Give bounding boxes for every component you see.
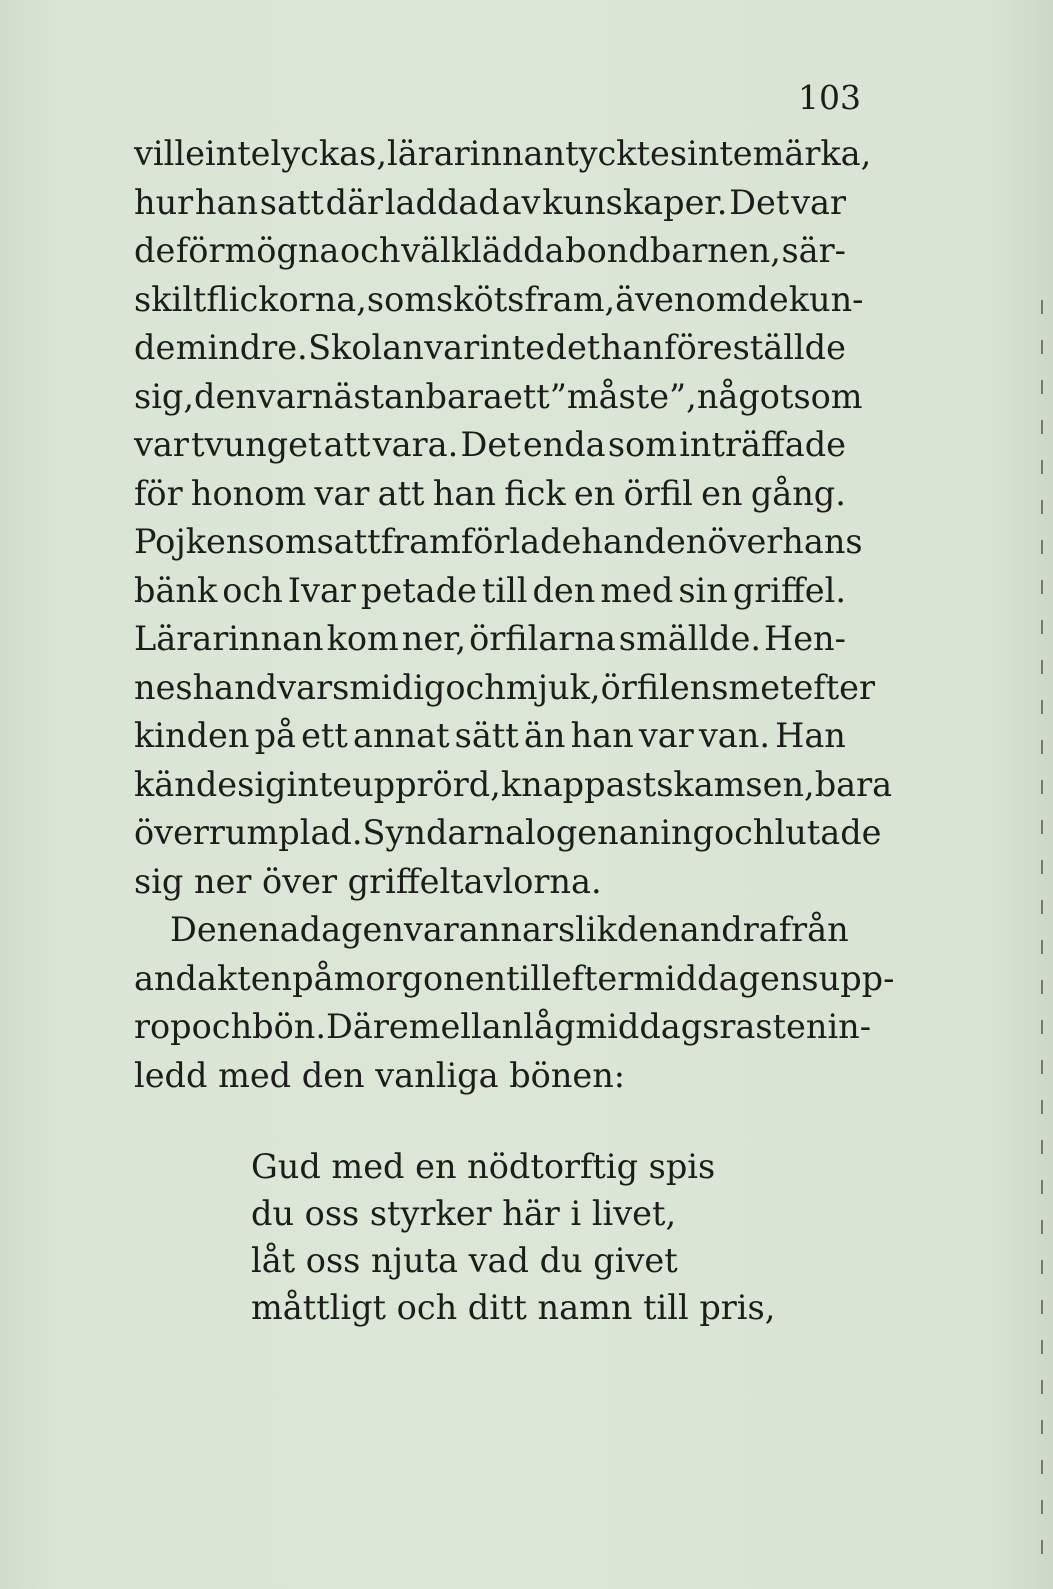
paragraph-2 xyxy=(134,906,895,1100)
text-line: sig ner över griffeltavlorna. xyxy=(134,861,602,901)
text-line: ville inte lyckas, lärarinnan tycktes inte märka, xyxy=(134,134,872,173)
poem-line: du oss styrker här i livet, xyxy=(251,1194,677,1233)
text-line: hur han satt där laddad av kunskaper. Det var xyxy=(134,182,846,222)
text-line: de förmögna och välklädda bondbarnen, sär- xyxy=(134,231,846,270)
text-line: Den ena dagen var annars lik den andra från xyxy=(170,910,849,949)
text-line: kände sig inte upprörd, knappast skamsen, bara xyxy=(134,764,893,804)
page-number: 103 xyxy=(798,78,861,117)
text-line: rop och bön. Där emellan låg middagsrasten in- xyxy=(134,1007,872,1046)
paragraph-1 xyxy=(134,130,893,906)
text-line: skilt flickorna, som sköts fram, även om de kun- xyxy=(134,279,864,319)
poem-line: låt oss njuta vad du givet xyxy=(251,1241,678,1280)
poem-line: måttligt och ditt namn till pris, xyxy=(251,1288,776,1327)
body-text xyxy=(134,130,895,1100)
text-line: andakten på morgonen till eftermiddagens upp- xyxy=(134,958,895,998)
text-line: överrumplad. Syndarna log en aning och lutade xyxy=(134,813,882,852)
text-line: bänk och Ivar petade till den med sin griffel. xyxy=(134,570,846,610)
poem-line: Gud med en nödtorftig spis xyxy=(251,1147,716,1186)
text-line: kinden på ett annat sätt än han var van. Han xyxy=(134,716,846,755)
text-line: sig, den var nästan bara ett ”måste”, något som xyxy=(134,376,863,416)
text-line: var tvunget att vara. Det enda som inträffade xyxy=(134,425,846,464)
poem xyxy=(251,1143,775,1331)
text-line: nes hand var smidig och mjuk, örfilen smet efter xyxy=(134,667,876,707)
text-line: Pojken som satt framför lade handen över hans xyxy=(134,522,863,561)
text-line: Lärarinnan kom ner, örfilarna smällde. Hen- xyxy=(134,619,846,658)
page-edge xyxy=(1041,300,1043,1580)
text-line: ledd med den vanliga bönen: xyxy=(134,1055,626,1095)
text-line: de mindre. Skolan var inte det han föreställde xyxy=(134,328,846,367)
text-line: för honom var att han fick en örfil en gång. xyxy=(134,473,846,513)
